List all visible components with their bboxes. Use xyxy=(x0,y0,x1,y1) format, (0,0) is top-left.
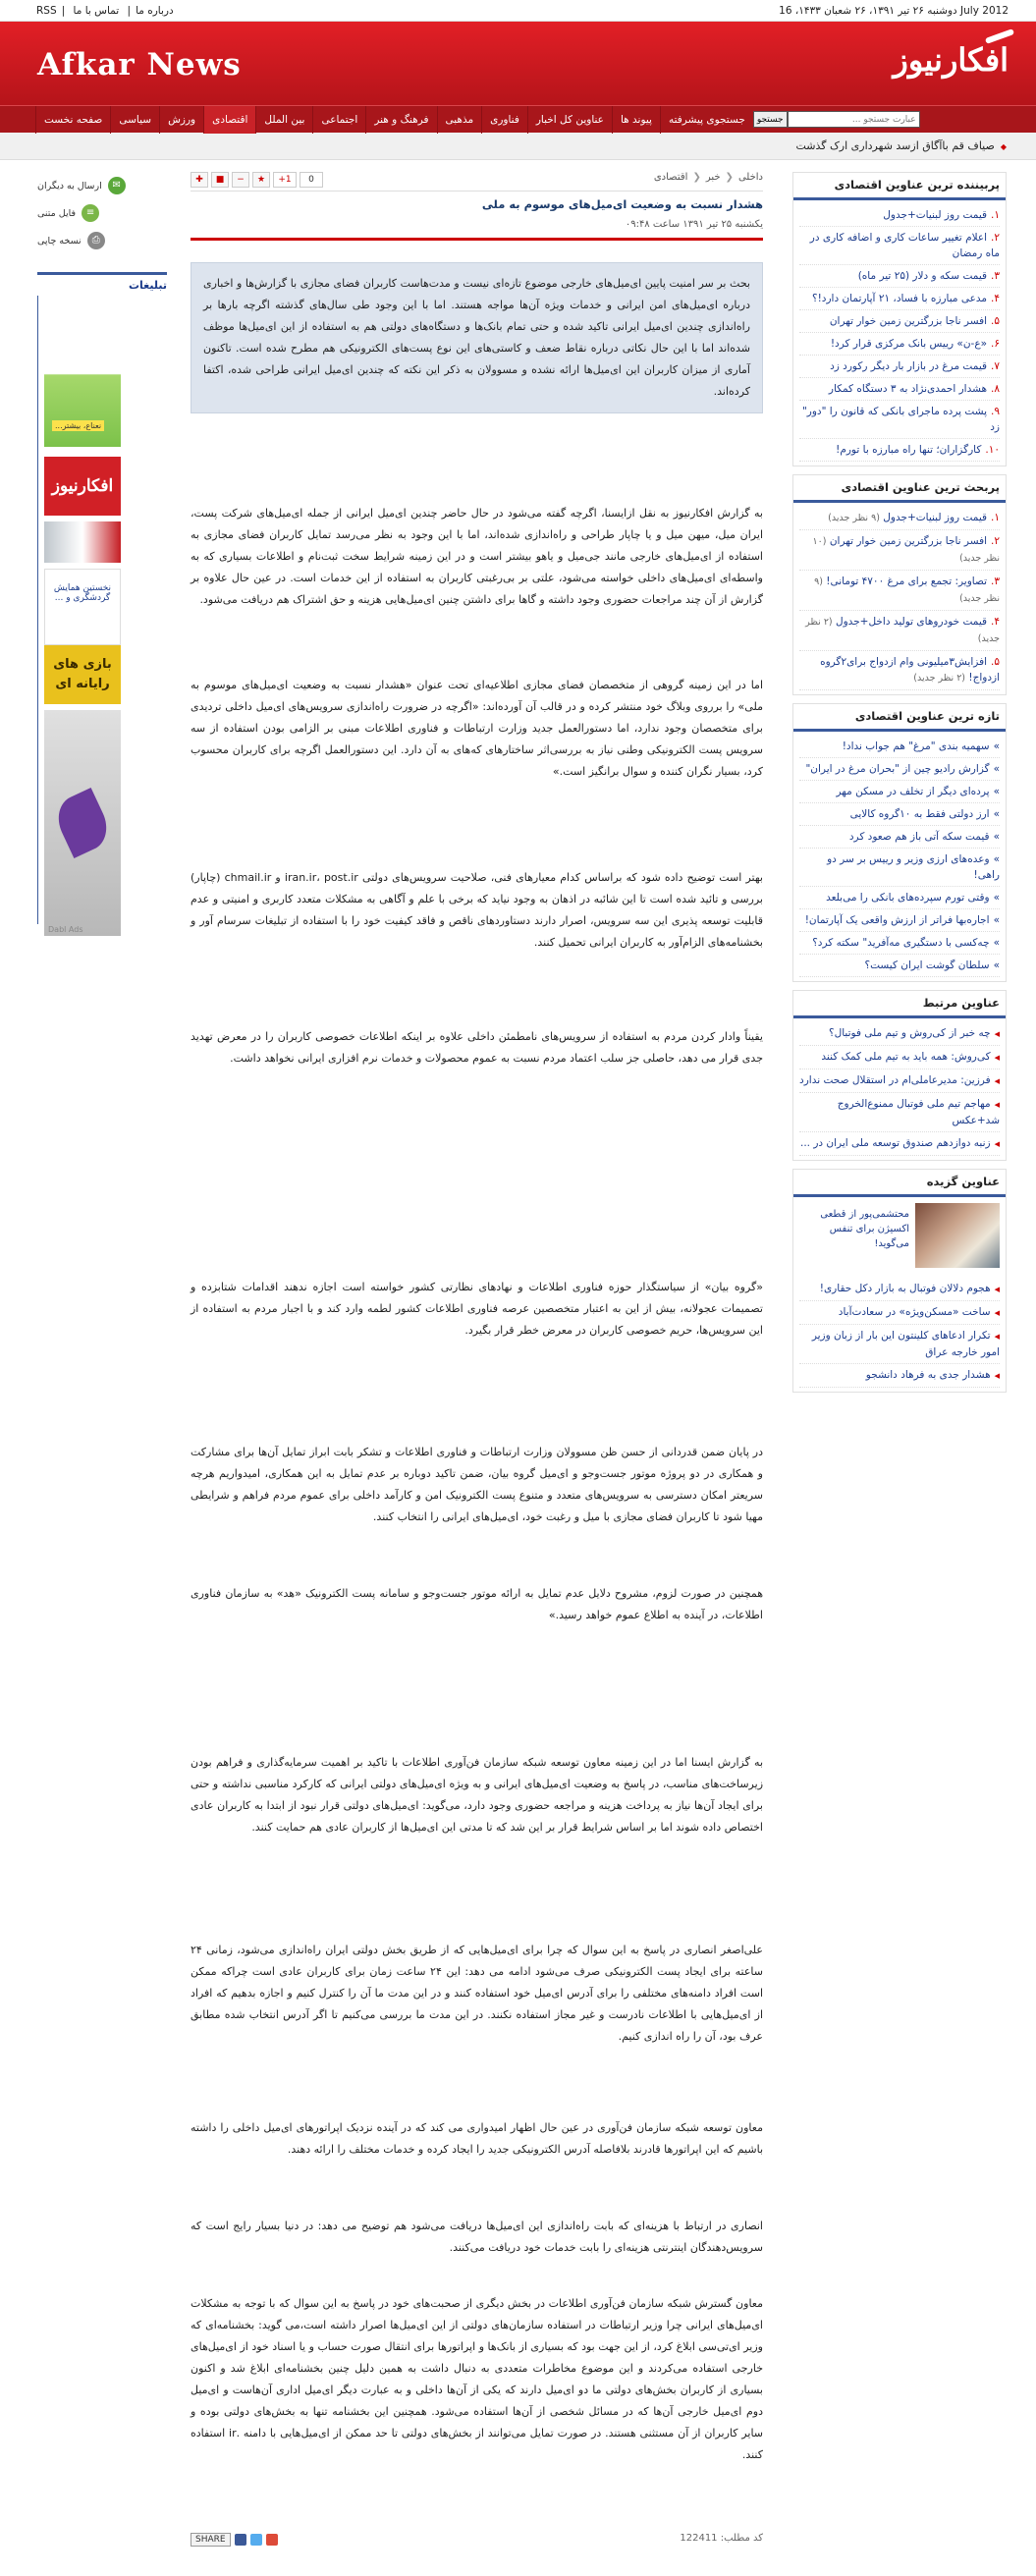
file-icon: ≡ xyxy=(82,204,99,222)
list-item[interactable]: » وقتی تورم سپرده‌های بانکی را می‌بلعد xyxy=(799,887,1000,909)
featured-photo[interactable] xyxy=(915,1203,1000,1268)
article-paragraph: به گزارش ایسنا اما در این زمینه معاون توسعه شبکه سازمان فن‌آوری اطلاعات با تاکید بر اهمیت سرمایه‌گذاری و فراهم بودن زیرساخت‌های مناسب، در پاسخ به وضعیت ای‌میل‌های ایرانی و به ویژه ای‌میل‌های دولتی ایرانی که کارکرد مناسبی نداشته و حتی برای ایجاد آن‌ها نیاز به پرداخت هزینه و مراجعه حضوری وجود دارد، می‌گوید: ای‌میل‌های دولتی قرار نبود از ابتدا به کاربران عادی اختصاص داده شوند اما بر اساس شرایط قرار بر این شد که تا مدتی این ای‌میل‌ها از کاربران عادی هم حمایت کنند. xyxy=(191,1756,763,1834)
left-column xyxy=(37,172,167,934)
article-paragraph: به گزارش افکارنیوز به نقل ازایسنا، اگرچه گفته می‌شود در حال حاضر چندین ای‌میل ایرانی از جمله ای‌میل‌های شرکت پست، ایران میل، میهن میل و یا چاپار طراحی و راه‌اندازی شده‌اند، اما با این وجود به نظر می‌رسد تمایل کاربران فضای مجازی به استفاده از ای‌میل‌های خارجی مانند جی‌میل و یاهو بیشتر است و در این زمینه شرایط سخت ثبت‌نام و اطلاعات بسیاری که به واسطه‌ای ای‌میل‌های داخلی خواسته می‌شود، علتی بر بی‌رغبتی کاربران به استفاده از این خدمات است. در عین حال علاوه بر گزارش از آن چند مراجعات حضوری وجود داشته و گاها برای داشتن چنین ای‌میل‌هایی هزینه و حق اشتراک هم دریافت می‌شود. xyxy=(191,507,763,606)
send-to-friend[interactable]: ✉ ارسال به دیگران xyxy=(37,172,167,199)
logo-persian[interactable]: افکارنیوز xyxy=(893,41,1009,79)
nav-links[interactable]: پیوند ها xyxy=(612,106,660,134)
most-visited-box xyxy=(792,172,1007,466)
list-item[interactable]: ۴.قیمت خودروهای تولید داخل+جدول (۲ نظر جدید) xyxy=(799,611,1000,651)
list-item[interactable]: ◀ کی‌روش: همه باید به تیم ملی کمک کنند xyxy=(799,1046,1000,1069)
send-icon: ✉ xyxy=(108,177,126,194)
article-paragraph: علی‌اصغر انصاری در پاسخ به این سوال که چرا برای ای‌میل‌هایی که از طریق بخش دولتی ایران راه‌اندازی می‌شود، زمانی ۲۴ ساعته برای ایجاد پست الکترونیکی صرف می‌شود ادامه می دهد: این ۲۴ ساعت زمان برای کاربران عادی است چراکه ممکن است افراد دامنه‌های مختلفی را برای آدرس ای‌میل خود استفاده کنند و در این مدت ما آن را کنترل کنیم و اجازه بدهیم که افراد از ای‌میل‌هایی با اطلاعات نادرست و غیر مجاز استفاده نکنند. در این مدت ما بررسی می‌کنیم تا اگر آدرس انتخاب شده مطابق عرف بود، آن را راه اندازی کنیم. xyxy=(191,1944,763,2043)
list-item[interactable]: » قیمت سکه آتی باز هم صعود کرد xyxy=(799,826,1000,849)
nav-all-news[interactable]: عناوین کل اخبار xyxy=(527,106,612,134)
list-item[interactable]: ۲.افسر ناجا بزرگترین زمین خوار تهران (۱۰ نظر جدید) xyxy=(799,530,1000,571)
share-button[interactable]: SHARE xyxy=(191,2533,231,2547)
top-links: RSS | درباره ما| تماس با ما xyxy=(36,4,174,17)
gplus-button[interactable]: +1 xyxy=(273,172,297,188)
logo-english[interactable]: Afkar News xyxy=(37,47,242,82)
nav-social[interactable]: اجتماعی xyxy=(312,106,365,134)
nav-tech[interactable]: فناوری xyxy=(481,106,527,134)
nav-international[interactable]: بین الملل xyxy=(255,106,312,134)
article-paragraph: معاون گسترش شبکه سازمان فن‌آوری اطلاعات در بخش دیگری از صحبت‌های خود در پاسخ به این سوال که با توجه به مشکلات ای‌میل‌های ایرانی چرا وزیر ارتباطات در استفاده سازمان‌های دولتی از این ای‌میل‌ها اصرار داشته است،می گوید: بخشنامه‌ای که وزیر ای‌تی‌سی ابلاغ کرد، از این جهت بود که بسیاری از بانک‌ها و اپراتورها برای انتقال صورت حساب و یا اسناد خود از ای‌میل‌های خارجی استفاده می‌کردند و این موضوع مخاطرات متعددی به دنبال داشت به همین دلیل چنین بخشنامه‌ای ابلاغ شد و اکنون بسیاری از کاربران بخش‌های دولتی ما دو ای‌میل دارند که یکی از آن‌ها داخلی و به عبارت دیگر ای‌میل اداری آن‌هاست و ای‌میل دوم ای‌میل خارجی آن‌ها که در مسائل شخصی از آن‌ها استفاده می‌شود. همچنین این بخشنامه تنها به بخش‌های دولتی بوده و سایر کاربران از آن مستثنی هستند. در صورت تمایل می‌توانند از بخش‌های دولتی تا حد ممکن از ای‌میل‌هایی با دامنه .ir استفاده کنند. xyxy=(191,2297,764,2461)
search-input[interactable] xyxy=(788,111,920,128)
list-item[interactable]: » گزارش رادیو چین از "بحران مرغ در ایران" xyxy=(799,758,1000,781)
featured-box xyxy=(792,1169,1007,1393)
nav-politics[interactable]: سیاسی xyxy=(110,106,159,134)
list-item[interactable]: ۱۰.کارگزاران؛ تنها راه مبارزه با تورم! xyxy=(799,439,1000,462)
list-item[interactable]: ۷.قیمت مرغ در بازار بار دیگر رکورد زد xyxy=(799,356,1000,378)
right-sidebar xyxy=(792,172,1007,1400)
list-item[interactable]: ۶.«ع-ن» رییس بانک مرکزی قرار کرد! xyxy=(799,333,1000,356)
about-link[interactable]: درباره ما xyxy=(136,4,174,17)
article-paragraph: معاون توسعه شبکه سازمان فن‌آوری در عین حال اظهار امیدواری می کند که در آینده نزدیک اپراتورهای ای‌میل داخلی را داشته باشیم که این اپراتورها قادرند بلافاصله آدرس الکترونیکی جدید را ایجاد کرده و خدمات مختلف را ارائه دهند. xyxy=(191,2121,763,2156)
list-item[interactable]: ◀ زنبه دوازدهم صندوق توسعه ملی ایران در ... xyxy=(799,1132,1000,1156)
google-icon[interactable] xyxy=(266,2534,278,2546)
article-paragraph: انصاری در ارتباط با هزینه‌ای که بابت راه‌اندازی این ای‌میل‌ها دریافت می‌شود هم توضیح می دهد: در دنیا بسیار رایج است که سرویس‌دهندگان اینترنتی هزینه‌ای را بابت خدمات خود دریافت می‌کنند. xyxy=(191,2220,763,2254)
search-button[interactable]: جستجو xyxy=(753,111,788,128)
list-item[interactable]: ۲.اعلام تغییر ساعات کاری و اضافه کاری در ماه رمضان xyxy=(799,227,1000,265)
related-box xyxy=(792,990,1007,1161)
rss-link[interactable]: تماس با ما xyxy=(73,4,120,17)
ad-banner[interactable] xyxy=(44,710,121,936)
list-item[interactable]: » ارز دولتی فقط به ۱۰گروه کالایی xyxy=(799,803,1000,826)
article-paragraph: اما در این زمینه گروهی از متخصصان فضای مجازی اطلاعیه‌ای تحت عنوان «هشدار نسبت به وضعیت ای‌میل‌های موسوم به ملی» را برروی وبلاگ خود منتشر کرده و در قالب آن آورده‌اند: «اگرچه در ضرورت راه‌اندازی سرویس‌های ای‌میل داخلی تردیدی برای متخصصان وجود ندارد، اما دستورالعمل جدید وزارت ارتباطات و فناوری اطلاعات مبنی بر الزامی بودن استفاده از سه سرویس پست الکترونیکی وطنی نیاز به بررسی‌اثر ساختارهای که‌های به آن دارد. این دستورالعمل اگرچه برای کاربران محسوب کرد، بسیار نگران کننده و سوال برانگیز است.» xyxy=(191,679,763,778)
article-paragraph: یقیناً وادار کردن مردم به استفاده از سرویس‌های نامطمئن داخلی علاوه بر اینکه اطلاعات خصوصی کاربران را در معرض تهدید جدی قرار می دهد، حاصلی جز سلب اعتماد مردم نسبت به عموم محصولات و خدمات نرم افزاری ایرانی نخواهد داشت. xyxy=(191,1030,763,1065)
featured-title: عناوین گزیده xyxy=(793,1170,1006,1197)
list-item[interactable]: ۵.افسر ناجا بزرگترین زمین خوار تهران xyxy=(799,310,1000,333)
main-nav xyxy=(0,105,1036,133)
featured-caption[interactable]: محتشمی‌پور از قطعی اکسیژن برای تنفس می‌گوید! xyxy=(820,1209,909,1249)
chevron-left-icon: ❮ xyxy=(692,172,701,183)
chevron-left-icon: ❮ xyxy=(725,172,734,183)
share-tools xyxy=(191,172,323,188)
article-code: کد مطلب: 122411 xyxy=(680,2533,763,2544)
newest-box xyxy=(792,703,1007,982)
list-item[interactable]: ۵.افزایش۳میلیونی وام ازدواج برای۲گروه ازدواج! (۲ نظر جدید) xyxy=(799,651,1000,690)
list-item[interactable]: ◀ تکرار ادعاهای کلینتون این بار از زبان وزیر امور خارجه عراق xyxy=(799,1325,1000,1364)
list-item[interactable]: » وعده‌های ارزی وزیر و رییس بر سر دو راهی! xyxy=(799,849,1000,887)
list-item[interactable]: ۱.قیمت روز لبنیات+جدول (۹ نظر جدید) xyxy=(799,507,1000,530)
most-visited-title: پربیننده ترین عناوین اقتصادی xyxy=(793,173,1006,200)
list-item[interactable]: ۳.تصاویر: تجمع برای مرغ ۴۷۰۰ تومانی! (۹ نظر جدید) xyxy=(799,571,1000,611)
ads-title: تبلیغات xyxy=(37,272,167,296)
list-item[interactable]: » سلطان گوشت ایران کیست؟ xyxy=(799,955,1000,977)
news-ticker[interactable]: ◆ صیاف قم باآگاق ازسد شهرداری ارک گذشت xyxy=(0,133,1036,160)
print-icon[interactable]: ■ xyxy=(211,172,229,188)
breadcrumb-news[interactable]: خبر xyxy=(705,172,721,183)
list-item[interactable]: ◀ هشدار جدی به فرهاد دانشجو xyxy=(799,1364,1000,1388)
share-count: 0 xyxy=(300,172,323,188)
list-item[interactable]: ◀ مهاجم تیم ملی فوتبال ممنوع‌الخروج شد+عکس xyxy=(799,1093,1000,1132)
list-item[interactable]: ۱.قیمت روز لبنیات+جدول xyxy=(799,204,1000,227)
featured-lead[interactable] xyxy=(793,1197,1006,1274)
list-item[interactable]: ◀ چه خبر از کی‌روش و تیم ملی فوتبال؟ xyxy=(799,1022,1000,1046)
contact-link[interactable]: RSS xyxy=(36,4,57,17)
share-bar xyxy=(191,2533,278,2547)
list-item[interactable]: ◀ فرزین: مدیرعاملی‌ام در استقلال صحت ندارد xyxy=(799,1069,1000,1093)
list-item[interactable]: ◀ هجوم دلالان فوتبال به بازار دکل حقاری! xyxy=(799,1278,1000,1301)
article-date: یکشنبه ۲۵ تیر ۱۳۹۱ ساعت ۰۹:۴۸ xyxy=(191,217,763,241)
list-item[interactable]: » اجاره‌بها فراتر از ارزش واقعی یک آپارتمان! xyxy=(799,909,1000,932)
ad-network-label: Dabl Ads xyxy=(48,925,83,934)
ad-banner[interactable]: افکارنیوز xyxy=(44,457,121,516)
search-box xyxy=(753,111,920,128)
facebook-icon[interactable] xyxy=(235,2534,246,2546)
nav-advanced-search[interactable]: جستجوی پیشرفته xyxy=(660,106,753,134)
header-banner xyxy=(0,22,1036,105)
top-bar xyxy=(0,0,1036,22)
nav-culture[interactable]: فرهنگ و هنر xyxy=(365,106,436,134)
list-item[interactable]: ۳.قیمت سکه و دلار (۲۵ تیر ماه) xyxy=(799,265,1000,288)
newest-title: تازه ترین عناوین اقتصادی xyxy=(793,704,1006,732)
list-item[interactable]: » پرده‌ای دیگر از تخلف در مسکن مهر xyxy=(799,781,1000,803)
breadcrumb-economy[interactable]: اقتصادی xyxy=(653,172,688,183)
list-item[interactable]: ۸.هشدار احمدی‌نژاد به ۳ دستگاه کمکار xyxy=(799,378,1000,401)
font-increase-icon[interactable]: ✚ xyxy=(191,172,208,188)
article-paragraph: «گروه بیان» از سیاستگذار حوزه فناوری اطلاعات و نهادهای نظارتی کشور خواسته است اجازه ندهند اقدامات شتابزده و تصمیمات عجولانه، بیش از این به اعتبار متخصصین عرصه فناوری اطلاعات کشور لطمه وارد کند و با اجبار مردم به استفاده از این سرویس‌ها، حریم خصوصی کاربران در معرض خطر قرار بگیرد. xyxy=(191,1281,763,1337)
article-paragraph: همچنین در صورت لزوم، مشروح دلایل عدم تمایل به ارائه موتور جست‌وجو و سامانه پست الکترونیک «هد» به سازمان فناوری اطلاعات، در آینده به اطلاع عموم خواهد رسید.» xyxy=(191,1587,763,1621)
ads-panel xyxy=(37,296,167,934)
most-commented-title: پربحث ترین عناوین اقتصادی xyxy=(793,475,1006,503)
ad-banner[interactable]: نخستین همایش گردشگری و ... xyxy=(44,569,121,645)
ad-banner[interactable]: نعناع، بیشتر... xyxy=(44,325,121,447)
nav-religion[interactable]: مذهبی xyxy=(437,106,482,134)
nav-economy[interactable]: اقتصادی xyxy=(203,106,255,134)
most-commented-box xyxy=(792,474,1007,695)
article-title: هشدار نسبت به وضعیت ای‌میل‌های موسوم به ملی xyxy=(191,191,763,217)
top-date: دوشنبه ۲۶ تیر ۱۳۹۱، ۲۶ شعبان ۱۴۳۳، 16 July 2012 xyxy=(779,4,1009,17)
ad-banner[interactable]: بازی های رایانه ای xyxy=(44,645,121,704)
list-item[interactable]: ۴.مدعی مبارزه با فساد، ۲۱ آپارتمان دارد!؟ xyxy=(799,288,1000,310)
text-file[interactable]: ≡ فایل متنی xyxy=(37,199,167,227)
ad-banner[interactable] xyxy=(44,521,121,563)
related-title: عناوین مرتبط xyxy=(793,991,1006,1018)
printer-icon: ⎙ xyxy=(87,232,105,249)
leaf-logo-icon xyxy=(50,788,115,858)
list-item[interactable]: » سهمیه بندی "مرغ" هم جواب نداد! xyxy=(799,736,1000,758)
article-lead: بحث بر سر امنیت پایین ای‌میل‌های خارجی موضوع تازه‌ای نیست و مدت‌هاست کاربران فضای مجازی با گزارش‌ها و اخباری درباره ای‌میل‌های امن ایرانی و خدمات ویژه آن‌ها مواجه هستند. اما با این وجود طی سال‌های گذشته اگرچه بارها بر راه‌اندازی چندین ای‌میل ایرانی تاکید شده و حتی تمام بانک‌ها و دستگاه‌های دولتی هم به استفاده از این ای‌میل‌ها موظف شده‌اند اما با این حال نکاتی درباره نقاط ضعف و کاستی‌های این نوع پست‌های الکترونیکی هم مطرح شده است. تاکنون آماری از میزان کاربران این ای‌میل‌ها ارائه نشده و مسوولان به ذکر این نکته که چندین ای‌میل ایرانی طراحی شده، اکتفا کرده‌اند. xyxy=(191,262,763,413)
list-item[interactable]: » چه‌کسی با دستگیری مه‌آفرید" سکته کرد؟ xyxy=(799,932,1000,955)
list-item[interactable]: ۹.پشت پرده ماجرای بانکی که قانون را "دور" زد xyxy=(799,401,1000,439)
article xyxy=(191,172,764,2545)
twitter-icon[interactable] xyxy=(250,2534,262,2546)
main-content xyxy=(0,160,1036,2547)
article-paragraph: بهتر است توضیح داده شود که براساس کدام معیارهای فنی، صلاحیت سرویس‌های دولتی iran.ir، post.ir و chmail.ir (چاپار) بررسی و تائید شده است تا این شائبه در اذهان به وجود نیاید که برخی با علم و آگاهی به مشکلات متعدد کاربری و امنیتی و عدم قابلیت توسعه پذیری این سه سرویس، اصرار دارند دستاوردهای ناقص و فاقد کیفیت خود را با استفاده از تبلیغات سرسام آور و بخشنامه‌های الزام‌آور به کاربران ایرانی تحمیل کنند. xyxy=(191,871,763,949)
nav-sport[interactable]: ورزش xyxy=(159,106,203,134)
nav-home[interactable]: صفحه نخست xyxy=(35,106,110,134)
print-version[interactable]: ⎙ نسخه چاپی xyxy=(37,227,167,254)
list-item[interactable]: ◀ ساخت «مسکن‌ویژه» در سعادت‌آباد xyxy=(799,1301,1000,1325)
article-paragraph: در پایان ضمن قدردانی از حسن ظن مسوولان وزارت ارتباطات و فناوری اطلاعات و تشکر بابت ابراز تمایل آن‌ها برای مشارکت و همکاری در دو پروژه موتور جست‌وجو و ای‌میل گروه بیان، ضمن تاکید دوباره بر عدم تمایل به این همکاری، امیدواریم هرچه سریعتر امکان دسترسی به سرویس‌های متعدد و متنوع پست الکترونیک امن و کارآمد داخلی برای عموم مردم فراهم و شرایطی مهیا شود تا کاربران فضای مجازی با میل و رغبت خود، ای‌میل‌های ایرانی را انتخاب کنند. xyxy=(191,1446,763,1523)
bookmark-icon[interactable]: ★ xyxy=(252,172,270,188)
breadcrumb-domestic[interactable]: داخلی xyxy=(737,172,763,183)
font-decrease-icon[interactable]: − xyxy=(232,172,249,188)
